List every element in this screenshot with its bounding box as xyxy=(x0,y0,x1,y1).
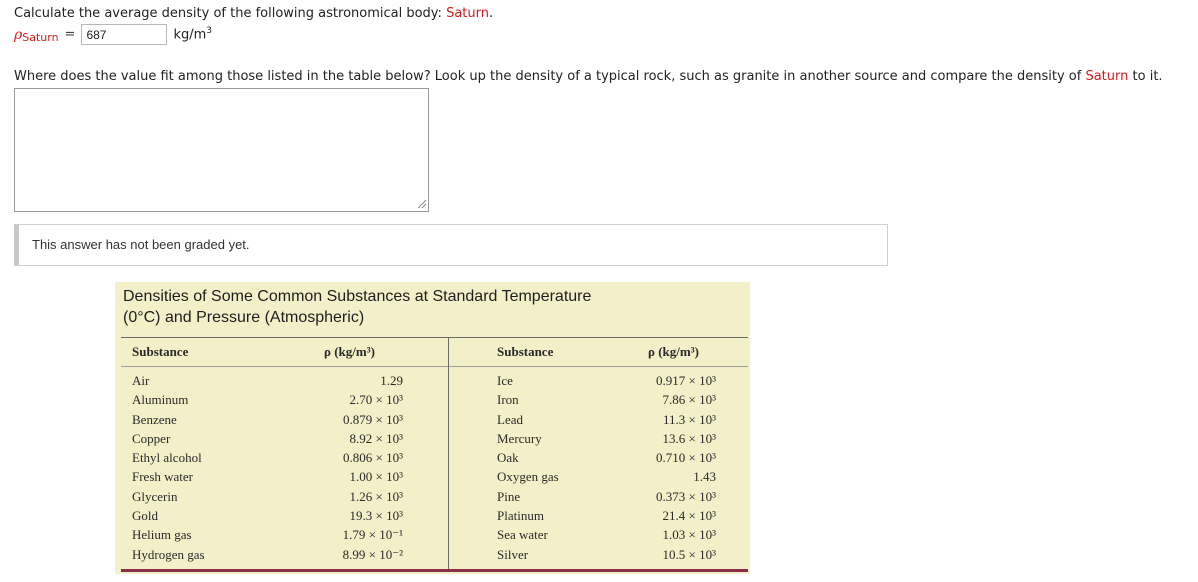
question2-suffix: to it. xyxy=(1128,69,1163,84)
density-symbol: ρ xyxy=(14,26,23,43)
response-textarea[interactable] xyxy=(14,88,429,212)
table-cell: 1.79 × 10⁻¹ xyxy=(342,527,403,543)
table-cell: Platinum xyxy=(497,508,544,524)
table-rule-header xyxy=(121,366,748,367)
left-density-column xyxy=(295,371,403,564)
table-title-line2: (0°C) and Pressure (Atmospheric) xyxy=(123,309,365,326)
table-cell: Iron xyxy=(497,392,519,408)
table-cell: 19.3 × 10³ xyxy=(349,508,403,524)
table-cell: Oak xyxy=(497,450,519,466)
answer-row xyxy=(14,24,212,45)
table-cell: 10.5 × 10³ xyxy=(662,546,716,562)
table-cell: 0.806 × 10³ xyxy=(343,450,403,466)
header-substance-right: Substance xyxy=(497,344,554,359)
table-cell: 1.03 × 10³ xyxy=(662,527,716,543)
question-suffix: . xyxy=(488,6,494,21)
unit-exponent: 3 xyxy=(206,26,213,37)
left-substance-column xyxy=(132,371,205,564)
table-cell: 13.6 × 10³ xyxy=(662,430,716,446)
table-cell: Lead xyxy=(497,411,523,427)
table-cell: 1.29 xyxy=(380,373,403,388)
question-body-name: Saturn xyxy=(446,6,489,21)
table-cell: Silver xyxy=(497,546,529,562)
answer-unit xyxy=(173,26,212,42)
density-answer-input[interactable] xyxy=(81,24,167,45)
table-cell: Aluminum xyxy=(132,392,189,408)
right-density-column xyxy=(617,371,716,564)
table-cell: 0.917 × 10³ xyxy=(656,373,716,388)
header-density-right: ρ (kg/m³) xyxy=(648,344,699,359)
table-title-line1: Densities of Some Common Substances at Standard Temperature xyxy=(123,288,592,305)
question-prefix: Calculate the average density of the following astronomical body: xyxy=(14,6,447,21)
question2-body-name: Saturn xyxy=(1085,69,1129,84)
table-cell: Air xyxy=(132,373,150,388)
header-density-left: ρ (kg/m³) xyxy=(324,344,375,359)
table-cell: 11.3 × 10³ xyxy=(663,411,716,427)
table-cell: Glycerin xyxy=(132,488,178,504)
question-text xyxy=(14,6,493,21)
table-cell: 1.43 xyxy=(693,469,716,485)
table-cell: Mercury xyxy=(497,430,542,446)
table-cell: 0.879 × 10³ xyxy=(343,411,403,427)
unit-base: kg/m xyxy=(173,27,207,43)
table-cell: 8.92 × 10³ xyxy=(349,430,403,446)
grading-status xyxy=(14,224,888,266)
question2-prefix: Where does the value fit among those listed in the table below? Look up the density of a typical rock, such as granite in another source and compare the density of xyxy=(14,69,1086,84)
density-table xyxy=(115,282,750,574)
grading-status-text: This answer has not been graded yet. xyxy=(32,237,250,252)
table-cell: Fresh water xyxy=(132,469,194,485)
table-column-divider xyxy=(448,337,449,569)
table-cell: Copper xyxy=(132,430,171,446)
resize-grip-icon[interactable] xyxy=(417,199,427,209)
table-rule-top xyxy=(121,337,748,338)
table-cell: 0.710 × 10³ xyxy=(656,450,716,466)
table-cell: 1.26 × 10³ xyxy=(349,488,403,504)
table-cell: 21.4 × 10³ xyxy=(662,508,716,524)
table-cell: 7.86 × 10³ xyxy=(662,392,716,408)
table-cell: Pine xyxy=(497,488,521,504)
equals-sign: = xyxy=(64,27,76,42)
question2-text xyxy=(14,69,1163,84)
header-substance-left: Substance xyxy=(132,344,189,359)
table-cell: Gold xyxy=(132,508,158,524)
table-cell: 0.373 × 10³ xyxy=(656,488,716,504)
table-cell: Helium gas xyxy=(132,527,192,543)
right-substance-column xyxy=(497,371,559,564)
table-cell: 8.99 × 10⁻² xyxy=(342,546,403,562)
table-cell: Sea water xyxy=(497,527,548,543)
table-cell: 1.00 × 10³ xyxy=(349,469,403,485)
table-cell: Ethyl alcohol xyxy=(132,450,202,466)
table-cell: Oxygen gas xyxy=(497,469,559,485)
table-cell: Benzene xyxy=(132,411,177,427)
table-cell: Ice xyxy=(497,373,513,388)
table-title xyxy=(123,286,591,328)
table-cell: Hydrogen gas xyxy=(132,546,205,562)
density-subscript: Saturn xyxy=(22,31,59,44)
table-rule-bottom xyxy=(121,569,748,572)
table-cell: 2.70 × 10³ xyxy=(349,392,403,408)
